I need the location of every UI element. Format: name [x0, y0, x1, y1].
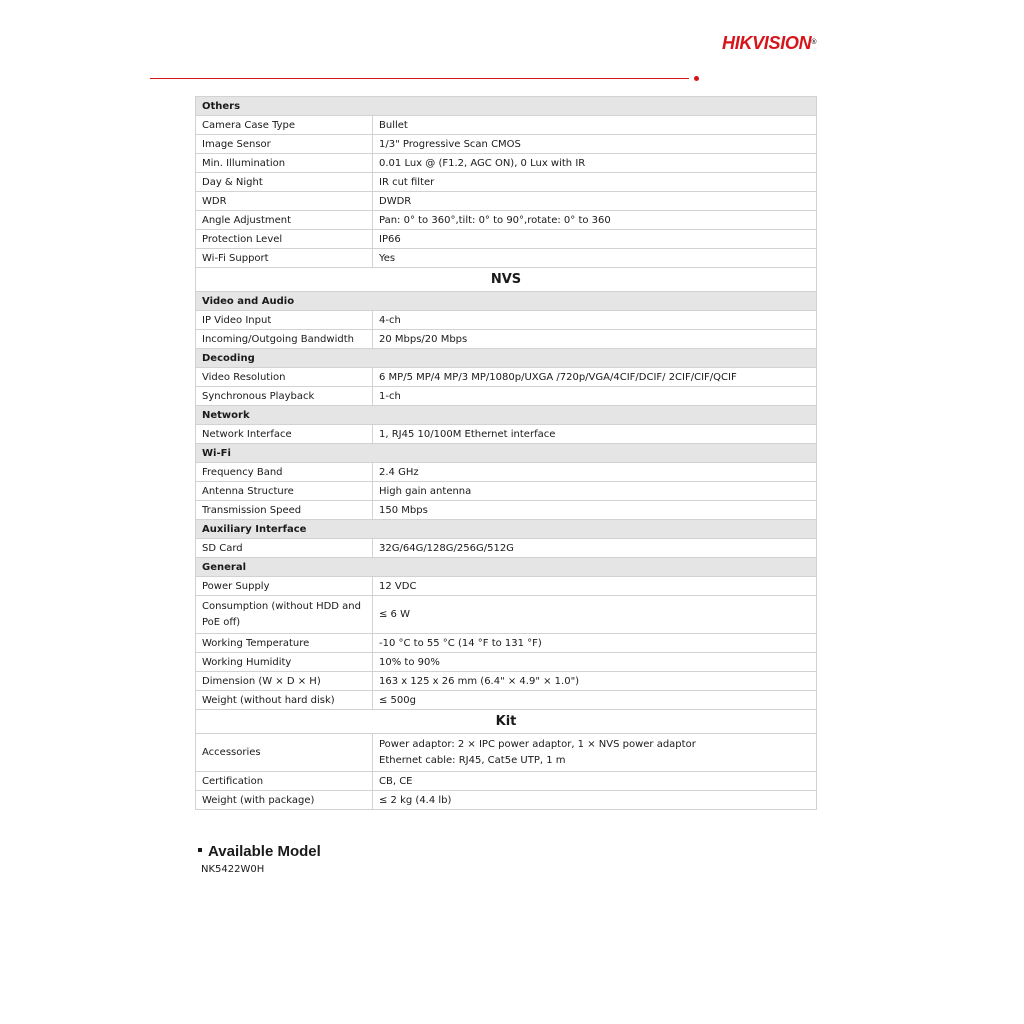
table-row	[196, 192, 817, 211]
accessories-line-1: Power adaptor: 2 × IPC power adaptor, 1 × NVS power adaptor	[379, 739, 696, 750]
group-title: Wi-Fi	[196, 444, 817, 463]
bullet-icon	[198, 848, 202, 852]
spec-value: 12 VDC	[373, 577, 817, 596]
spec-value: Bullet	[373, 116, 817, 135]
table-row	[196, 772, 817, 791]
model-number: NK5422W0H	[201, 864, 265, 875]
spec-value: IP66	[373, 230, 817, 249]
section-header-nvs	[196, 268, 817, 292]
group-header-decoding	[196, 349, 817, 368]
section-title: NVS	[196, 268, 817, 292]
table-row	[196, 734, 817, 772]
table-row	[196, 634, 817, 653]
spec-label-text: Consumption (without HDD and PoE off)	[202, 601, 361, 628]
spec-value: 150 Mbps	[373, 501, 817, 520]
spec-value: 0.01 Lux @ (F1.2, AGC ON), 0 Lux with IR	[373, 154, 817, 173]
table-row	[196, 691, 817, 710]
spec-label: Weight (with package)	[196, 791, 373, 810]
spec-label	[196, 596, 373, 634]
section-header-kit	[196, 710, 817, 734]
table-row	[196, 211, 817, 230]
spec-value: 20 Mbps/20 Mbps	[373, 330, 817, 349]
table-row	[196, 672, 817, 691]
logo-text: HIKVISION	[722, 33, 812, 53]
spec-table	[195, 96, 817, 810]
table-row	[196, 368, 817, 387]
spec-value: CB, CE	[373, 772, 817, 791]
table-row	[196, 482, 817, 501]
spec-value: Yes	[373, 249, 817, 268]
table-row	[196, 653, 817, 672]
spec-label: SD Card	[196, 539, 373, 558]
spec-label: Weight (without hard disk)	[196, 691, 373, 710]
header-divider-dot	[694, 76, 699, 81]
spec-value: ≤ 6 W	[373, 596, 817, 634]
group-title: Others	[196, 97, 817, 116]
spec-label: Incoming/Outgoing Bandwidth	[196, 330, 373, 349]
table-row	[196, 596, 817, 634]
spec-value: 2.4 GHz	[373, 463, 817, 482]
spec-label: Frequency Band	[196, 463, 373, 482]
spec-label: Day & Night	[196, 173, 373, 192]
spec-label: Angle Adjustment	[196, 211, 373, 230]
spec-label: Image Sensor	[196, 135, 373, 154]
spec-value: 1-ch	[373, 387, 817, 406]
available-model-title: Available Model	[208, 843, 321, 860]
table-row	[196, 463, 817, 482]
table-row	[196, 154, 817, 173]
table-row	[196, 116, 817, 135]
spec-label: Working Temperature	[196, 634, 373, 653]
section-title: Kit	[196, 710, 817, 734]
spec-value: 1, RJ45 10/100M Ethernet interface	[373, 425, 817, 444]
spec-value: 1/3" Progressive Scan CMOS	[373, 135, 817, 154]
spec-label: Min. Illumination	[196, 154, 373, 173]
logo-registered-mark: ®	[811, 39, 817, 46]
spec-value: 163 x 125 x 26 mm (6.4" × 4.9" × 1.0")	[373, 672, 817, 691]
spec-value: 4-ch	[373, 311, 817, 330]
table-row	[196, 330, 817, 349]
spec-label: Working Humidity	[196, 653, 373, 672]
table-row	[196, 249, 817, 268]
spec-label: Protection Level	[196, 230, 373, 249]
spec-label: Transmission Speed	[196, 501, 373, 520]
spec-label: Camera Case Type	[196, 116, 373, 135]
spec-value: 32G/64G/128G/256G/512G	[373, 539, 817, 558]
table-row	[196, 501, 817, 520]
header-divider	[150, 78, 689, 79]
table-row	[196, 387, 817, 406]
spec-value: High gain antenna	[373, 482, 817, 501]
table-row	[196, 425, 817, 444]
accessories-line-2: Ethernet cable: RJ45, Cat5e UTP, 1 m	[379, 755, 566, 766]
group-title: Decoding	[196, 349, 817, 368]
spec-value: 6 MP/5 MP/4 MP/3 MP/1080p/UXGA /720p/VGA/4CIF/DCIF/ 2CIF/CIF/QCIF	[373, 368, 817, 387]
group-title: Auxiliary Interface	[196, 520, 817, 539]
spec-label: Power Supply	[196, 577, 373, 596]
spec-label: WDR	[196, 192, 373, 211]
group-header-network	[196, 406, 817, 425]
spec-value: DWDR	[373, 192, 817, 211]
group-header-auxiliary	[196, 520, 817, 539]
spec-label: Accessories	[196, 734, 373, 772]
table-row	[196, 539, 817, 558]
table-row	[196, 230, 817, 249]
group-title: General	[196, 558, 817, 577]
spec-value: Pan: 0° to 360°,tilt: 0° to 90°,rotate: 0° to 360	[373, 211, 817, 230]
group-title: Video and Audio	[196, 292, 817, 311]
spec-label: Video Resolution	[196, 368, 373, 387]
spec-label: Synchronous Playback	[196, 387, 373, 406]
table-row	[196, 577, 817, 596]
spec-value: ≤ 2 kg (4.4 lb)	[373, 791, 817, 810]
group-header-others	[196, 97, 817, 116]
available-model-heading	[198, 843, 321, 861]
group-title: Network	[196, 406, 817, 425]
hikvision-logo	[722, 33, 816, 53]
spec-value	[373, 734, 817, 772]
group-header-wifi	[196, 444, 817, 463]
spec-label: Antenna Structure	[196, 482, 373, 501]
spec-value: 10% to 90%	[373, 653, 817, 672]
spec-value: IR cut filter	[373, 173, 817, 192]
table-row	[196, 173, 817, 192]
group-header-video-audio	[196, 292, 817, 311]
spec-label: Dimension (W × D × H)	[196, 672, 373, 691]
spec-label: Certification	[196, 772, 373, 791]
spec-value: -10 °C to 55 °C (14 °F to 131 °F)	[373, 634, 817, 653]
spec-label: Wi-Fi Support	[196, 249, 373, 268]
spec-label: Network Interface	[196, 425, 373, 444]
group-header-general	[196, 558, 817, 577]
spec-label: IP Video Input	[196, 311, 373, 330]
table-row	[196, 311, 817, 330]
spec-value: ≤ 500g	[373, 691, 817, 710]
table-row	[196, 135, 817, 154]
table-row	[196, 791, 817, 810]
